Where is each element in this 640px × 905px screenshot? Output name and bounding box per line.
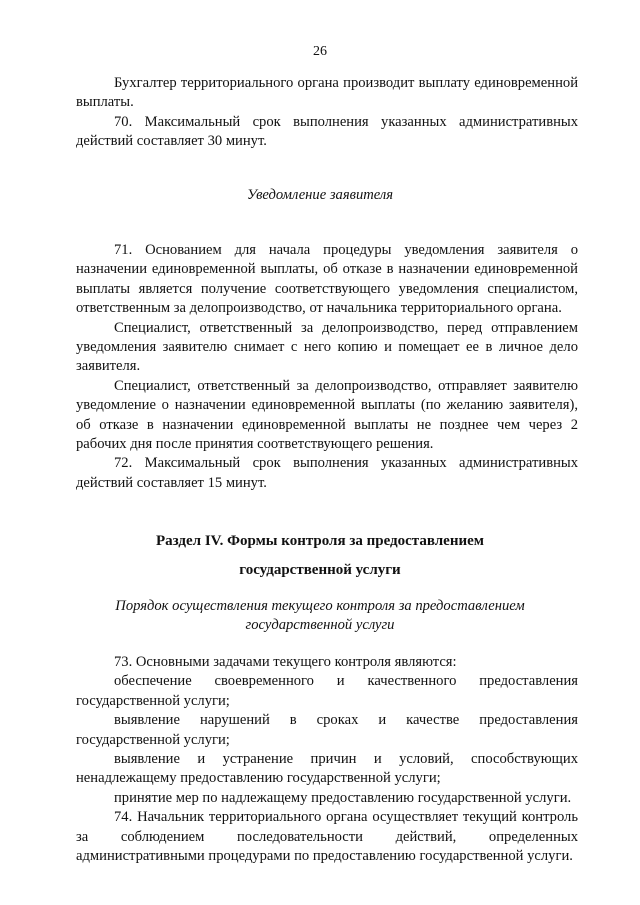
- paragraph-71: 71. Основанием для начала процедуры уведомления заявителя о назначении единовременной выплаты, об отказе в назначении единовременной выплаты является получение соответствующего уведомления специалистом, ответственным за делопроизводство, от начальника территориального органа.: [76, 242, 578, 317]
- paragraph-73: 73. Основными задачами текущего контроля являются:: [114, 654, 457, 670]
- paragraph: Бухгалтер территориального органа производит выплату единовременной выплаты.: [76, 75, 578, 111]
- list-item: выявление и устранение причин и условий, способствующих ненадлежащему предоставлению государственной услуги;: [76, 751, 578, 787]
- text-block-3: [76, 653, 578, 866]
- paragraph: Специалист, ответственный за делопроизводство, отправляет заявителю уведомление о назначении единовременной выплаты (по желанию заявителя), об отказе в назначении единовременной выплаты не позднее чем через 2 рабочих дня после принятия соответствующего решения.: [76, 377, 578, 453]
- section-title-line-1: Раздел IV. Формы контроля за предоставлением: [156, 533, 484, 549]
- text-block-2: [76, 241, 578, 493]
- text-block-1: [76, 74, 578, 152]
- list-item: обеспечение своевременного и качественного предоставления государственной услуги;: [76, 673, 578, 709]
- list-item: принятие мер по надлежащему предоставлению государственной услуги.: [114, 789, 572, 806]
- heading-notification: Уведомление заявителя: [246, 187, 394, 203]
- page-number: 26: [313, 44, 327, 59]
- list-item: выявление нарушений в сроках и качестве предоставления государственной услуги;: [76, 712, 578, 748]
- subheading-line-1: Порядок осуществления текущего контроля за предоставлением: [115, 598, 525, 614]
- paragraph-70: 70. Максимальный срок выполнения указанных административных действий составляет 30 минут.: [76, 113, 578, 150]
- subheading-line-2: государственной услуги: [245, 617, 395, 633]
- paragraph: Специалист, ответственный за делопроизводство, перед отправлением уведомления заявителю снимает с него копию и помещает ее в личное дело заявителя.: [76, 319, 578, 375]
- paragraph-74: 74. Начальник территориального органа осуществляет текущий контроль за соблюдением последовательности действий, определенных административными процедурами по предоставлению государственной услуги.: [76, 809, 578, 865]
- section-title-line-2: государственной услуги: [239, 562, 401, 578]
- paragraph-72: 72. Максимальный срок выполнения указанных административных действий составляет 15 минут.: [76, 455, 578, 491]
